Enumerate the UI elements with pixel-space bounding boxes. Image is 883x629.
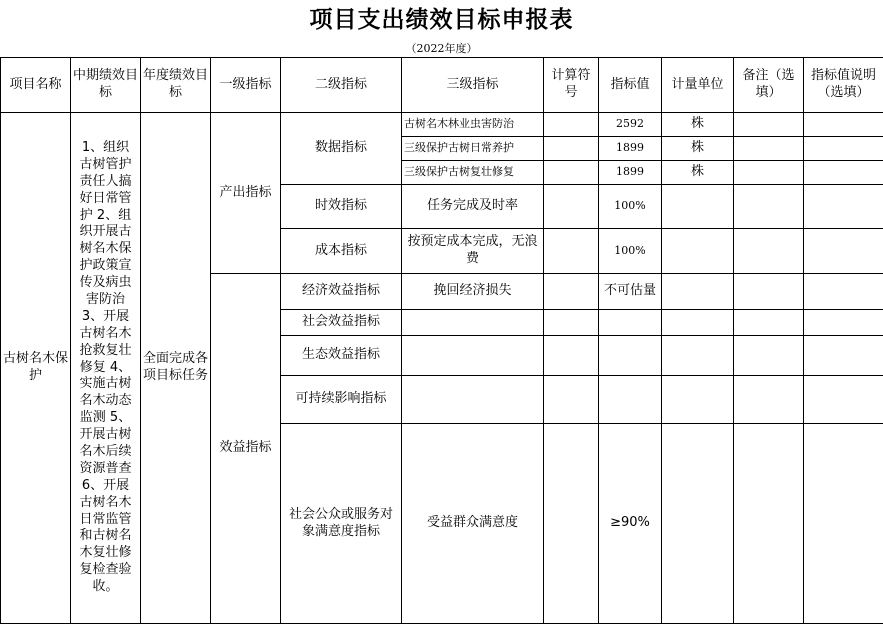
remark-cell: [734, 229, 804, 274]
calc-symbol-cell: [544, 376, 599, 424]
level2-timeliness-cell: 时效指标: [281, 185, 402, 229]
level3-cell: 按预定成本完成，无浪费: [402, 229, 544, 274]
value-cell: 不可估量: [599, 274, 662, 310]
level3-cell: 挽回经济损失: [402, 274, 544, 310]
unit-cell: [662, 376, 734, 424]
description-cell: [804, 185, 883, 229]
mid-target-cell: 1、组织古树管护责任人搞好日常管护 2、组织开展古树名木保护政策宣传及病虫害防治 3、开展古树名木抢救复壮修复 4、实施古树名木动态监测 5、开展古树名木后续资源普查 6、开展古树名木日常监管和古树名木复壮修复检查验收。: [71, 113, 141, 624]
remark-cell: [734, 336, 804, 376]
level2-ecological-cell: 生态效益指标: [281, 336, 402, 376]
value-cell: [599, 336, 662, 376]
calc-symbol-cell: [544, 310, 599, 336]
year-label: （2022年度）: [405, 42, 478, 55]
level2-economic-cell: 经济效益指标: [281, 274, 402, 310]
level3-cell: [402, 336, 544, 376]
unit-cell: [662, 274, 734, 310]
calc-symbol-cell: [544, 229, 599, 274]
description-cell: [804, 113, 883, 137]
remark-cell: [734, 310, 804, 336]
unit-cell: [662, 424, 734, 624]
level3-cell: 受益群众满意度: [402, 424, 544, 624]
unit-cell: [662, 185, 734, 229]
value-cell: [599, 310, 662, 336]
remark-cell: [734, 185, 804, 229]
unit-cell: 株: [662, 161, 734, 185]
level3-cell: 三级保护古树日常养护: [402, 137, 544, 161]
calc-symbol-cell: [544, 137, 599, 161]
page-title: 项目支出绩效目标申报表: [309, 6, 574, 33]
description-cell: [804, 137, 883, 161]
value-cell: 100%: [599, 185, 662, 229]
header-level1: 一级指标: [211, 58, 281, 113]
header-row: [1, 58, 883, 113]
description-cell: [804, 310, 883, 336]
unit-cell: [662, 336, 734, 376]
remark-cell: [734, 424, 804, 624]
level1-output-cell: 产出指标: [211, 113, 281, 274]
calc-symbol-cell: [544, 274, 599, 310]
level1-benefit-cell: 效益指标: [211, 274, 281, 624]
header-mid-target: 中期绩效目标: [71, 58, 141, 113]
level2-sustainable-cell: 可持续影响指标: [281, 376, 402, 424]
table-row: [1, 113, 883, 137]
remark-cell: [734, 137, 804, 161]
level3-cell: 任务完成及时率: [402, 185, 544, 229]
description-cell: [804, 229, 883, 274]
unit-cell: 株: [662, 137, 734, 161]
header-value: 指标值: [599, 58, 662, 113]
level2-social-cell: 社会效益指标: [281, 310, 402, 336]
value-cell: 100%: [599, 229, 662, 274]
value-cell: 1899: [599, 161, 662, 185]
description-cell: [804, 336, 883, 376]
header-project-name: 项目名称: [1, 58, 71, 113]
header-description: 指标值说明（选填）: [804, 58, 883, 113]
level2-quantity-cell: 数据指标: [281, 113, 402, 185]
description-cell: [804, 376, 883, 424]
level3-cell: [402, 376, 544, 424]
value-cell: ≥90%: [599, 424, 662, 624]
report-table: [0, 57, 883, 624]
calc-symbol-cell: [544, 424, 599, 624]
annual-target-cell: 全面完成各项目标任务: [141, 113, 211, 624]
calc-symbol-cell: [544, 161, 599, 185]
header-level2: 二级指标: [281, 58, 402, 113]
level2-cost-cell: 成本指标: [281, 229, 402, 274]
project-name-cell: 古树名木保护: [1, 113, 71, 624]
value-cell: 1899: [599, 137, 662, 161]
level2-satisfaction-cell: 社会公众或服务对象满意度指标: [281, 424, 402, 624]
remark-cell: [734, 376, 804, 424]
value-cell: 2592: [599, 113, 662, 137]
calc-symbol-cell: [544, 185, 599, 229]
unit-cell: [662, 229, 734, 274]
header-remark: 备注（选填）: [734, 58, 804, 113]
unit-cell: 株: [662, 113, 734, 137]
level3-cell: 古树名木林业虫害防治: [402, 113, 544, 137]
value-cell: [599, 376, 662, 424]
remark-cell: [734, 274, 804, 310]
header-unit: 计量单位: [662, 58, 734, 113]
description-cell: [804, 161, 883, 185]
description-cell: [804, 274, 883, 310]
header-calc-symbol: 计算符号: [544, 58, 599, 113]
calc-symbol-cell: [544, 336, 599, 376]
description-cell: [804, 424, 883, 624]
level3-cell: [402, 310, 544, 336]
remark-cell: [734, 113, 804, 137]
header-annual-target: 年度绩效目标: [141, 58, 211, 113]
unit-cell: [662, 310, 734, 336]
header-level3: 三级指标: [402, 58, 544, 113]
calc-symbol-cell: [544, 113, 599, 137]
level3-cell: 三级保护古树复壮修复: [402, 161, 544, 185]
remark-cell: [734, 161, 804, 185]
